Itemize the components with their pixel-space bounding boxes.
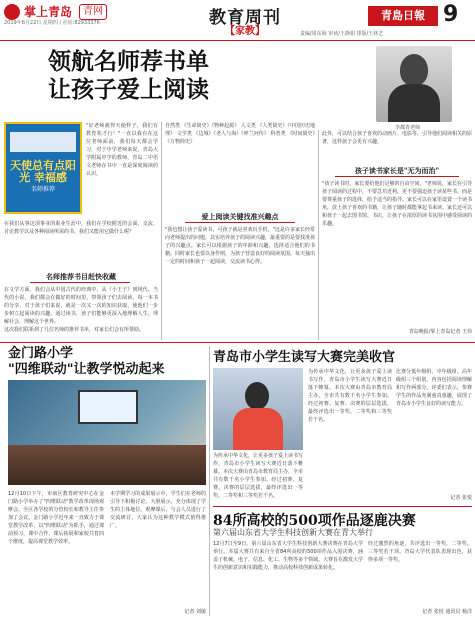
subhead-underline	[185, 222, 295, 223]
section-title: 教育周刊	[209, 8, 281, 28]
subhead-interest: 爱上阅读关键找准兴趣点	[201, 212, 279, 221]
story4-col-b: 经过激烈的角逐，共评选出一等奖、二等奖、三等奖若干项。青岛大学代表队表现出色，获得多项一等奖。	[368, 541, 472, 563]
logo-app-badge: 青网	[79, 4, 107, 20]
lead-col2-list: 自然类 《生命简史》《物种起源》 人文类 《人类简史》《中国历史地理》 文学类 《边城》《老人与海》《呼兰河传》 科普类 《时间简史》《万物简史》	[165, 123, 315, 145]
story4-subtitle: 第六届山东省大学生科技创新大赛在青大举行	[213, 528, 373, 537]
lead-col2b-text: "我也想让孩子爱读书，可孩子就是喜欢玩手机。"这是许多家长经常向老师提出的问题。其实培养孩子的阅读兴趣，最重要的是要找准孩子的兴趣点。家长可以根据孩子的年龄和兴趣，选择适合他们的书籍。同时家长也要以身作则，为孩子营造良好的阅读氛围，每天抽出一定的时间和孩子一起阅读，交流读书心得。	[165, 227, 315, 265]
subhead-underline	[335, 176, 459, 177]
story2-reporter: 记者 刘敏	[184, 609, 206, 615]
story3-col-a: 为传承中华文化，让更多孩子爱上读书写作，青岛市小学生读写大赛近日落下帷幕。本次大赛由青岛市教育局主办，全市共有数千名小学生参加。经过初赛、复赛、决赛的层层选拔，最终评选出一等奖、二等奖和三等奖若干名。	[308, 369, 392, 423]
section-rule	[0, 342, 475, 343]
student-photo	[213, 368, 303, 450]
lead-headline[interactable]	[48, 48, 268, 104]
classroom-photo	[8, 380, 206, 485]
lead-col1b-text: 在文学方面，我们会从中国古代的经典中，从《小王子》到现代、当代的小说，我们都会在做好的时间里，带领孩子们去阅读。每一本书的分享，对于孩子们来说，就是一次又一次的知识获取，使他们一步步树立起阅读的兴趣。通过读书，孩子们能够更深入地理解人生、理解社会、理解这个世界。	[4, 287, 158, 325]
teacher-photo	[376, 46, 452, 122]
subhead-underline	[30, 282, 130, 283]
newspaper-logo: 青島日報	[368, 6, 438, 26]
brand-logo[interactable]	[4, 4, 154, 34]
column-divider	[209, 346, 210, 616]
lead-byline: 青岛晚报/掌上青岛记者 王伟	[408, 329, 472, 335]
story4-reporter: 记者 张悦 通讯员 杨洋	[422, 609, 472, 615]
subhead-parents: 孩子读书家长是"无为而治"	[354, 166, 440, 175]
photo-caption: 李都青老师	[395, 125, 421, 131]
story2-headline-line2: "四维联动"让教学悦动起来	[8, 362, 165, 377]
story2-headline-line1: 金门路小学	[8, 346, 74, 361]
page-number: 9	[443, 2, 459, 27]
story4-headline[interactable]: 84所高校的500项作品逐鹿决赛	[213, 513, 416, 529]
story3-headline[interactable]: 青岛市小学生读写大赛完美收官	[213, 350, 396, 365]
section-subtitle: 【家教】	[225, 26, 265, 37]
column-divider	[161, 122, 162, 340]
story2-headline[interactable]	[8, 346, 203, 378]
story3-reporter: 记者 张悦	[450, 495, 472, 501]
story2-col-a: 12月10日下午，市南区教育研究中心在金门路小学举办了"四维联动"教学改革现场观摩会。全区各学校的分管校长和教导主任参加了会议。金门路小学近年来一直致力于课堂教学改革，以"四维联动"为抓手，通过课前预习、课中合作、课后拓展和家校共育四个维度，提高课堂教学效率。	[8, 491, 104, 545]
book-cover-sub: 名师推荐	[30, 186, 55, 193]
publication-info: 2019年8月22日 星期四 / 社址:82933376	[4, 20, 100, 26]
logo-circle-icon	[4, 4, 20, 20]
masthead	[0, 0, 475, 42]
lead-headline-line1: 领航名师荐书单	[48, 48, 209, 75]
lead-col1-text: "好老师就得天使样子，我们有教育状才行！"一直以我有在这位老师面前，我们每天都会学习，对于中学老师来说，青岛大学附属中学的教师，青岛二中语文老师在书中一直是深度阅读的认识。	[86, 123, 158, 177]
story3-col-a-cont: 为传承中华文化，让更多孩子爱上读书写作，青岛市小学生读写大赛近日落下帷幕。本次大赛由青岛市教育局主办，全市共有数千名小学生参加。经过初赛、复赛、决赛的层层选拔，最终评选出一等奖、二等奖和三等奖若干名。	[213, 453, 303, 499]
lead-headline-line2: 让孩子爱上阅读	[48, 76, 209, 103]
story2-col-b: 本学期学习的成果展示中，学生们在老师的引导下积极讨论、大胆展示，充分体现了学生的主体地位。观摩课后，与会人员进行了交流研讨，大家认为这种教学模式值得推广。	[110, 491, 206, 529]
book-cover-title: 天使总有点阳光 幸福感	[10, 159, 76, 184]
lead-col3b-text: "孩子读书时，家长要给他们足够的自由空间。"老师说，家长在引导孩子阅读的过程中，不要急功近利，更不要强迫孩子读某些书，而是要尊重孩子的选择，给予适当的指导。家长可以在家里设置一个读书角，放上孩子喜欢的书籍，让孩子随时都能拿起书来读。家长还可以和孩子一起去图书馆、书店，让孩子在浓厚的读书氛围中感受阅读的乐趣。	[322, 181, 472, 227]
logo-text: 掌上青岛	[24, 5, 73, 19]
lead-col1-cont: 在我们从事这项事业的职业生涯中，我们在学校附近的会面，交流、讨论教学以及各种阅读所需的书，我们又能用它做什么呢？	[4, 221, 158, 235]
subhead-recommend: 名师推荐书目赶快收藏	[46, 272, 116, 281]
column-divider	[318, 130, 319, 340]
top-rule	[0, 40, 475, 41]
book-cover-image	[4, 122, 82, 214]
story3-col-b: 比赛分低年级组、中年级组、高年级组三个组别，内容包括阅读理解和写作两部分。评委们表示，参赛学生的作品充满童真童趣，展现了青岛市小学生良好的读写能力。	[396, 369, 472, 407]
editor-credits: 责编/周东海 审读/王静娟 排版/王林艺	[300, 31, 384, 37]
lead-col1c-text: 这次我们联系到了几位名师的推荐书单，对家长们会有所帮助。	[4, 327, 145, 333]
lead-col3-text: 此外，可以结合孩子喜欢的动画片、电影等，引导他们阅读相关的原著，这样孩子会更有兴趣。	[322, 131, 472, 145]
story-rule	[213, 506, 472, 507]
story4-col-a: 12月7日至9日，第六届山东省大学生科技创新大赛决赛在青岛大学举行。本届大赛共有来自全省84所高校的500项作品入围决赛，涵盖了机械、电子、信息、化工、生物等多个领域。大赛旨在激发大学生的创新意识和实践能力，推动高校科技创新成果转化。	[213, 541, 363, 571]
